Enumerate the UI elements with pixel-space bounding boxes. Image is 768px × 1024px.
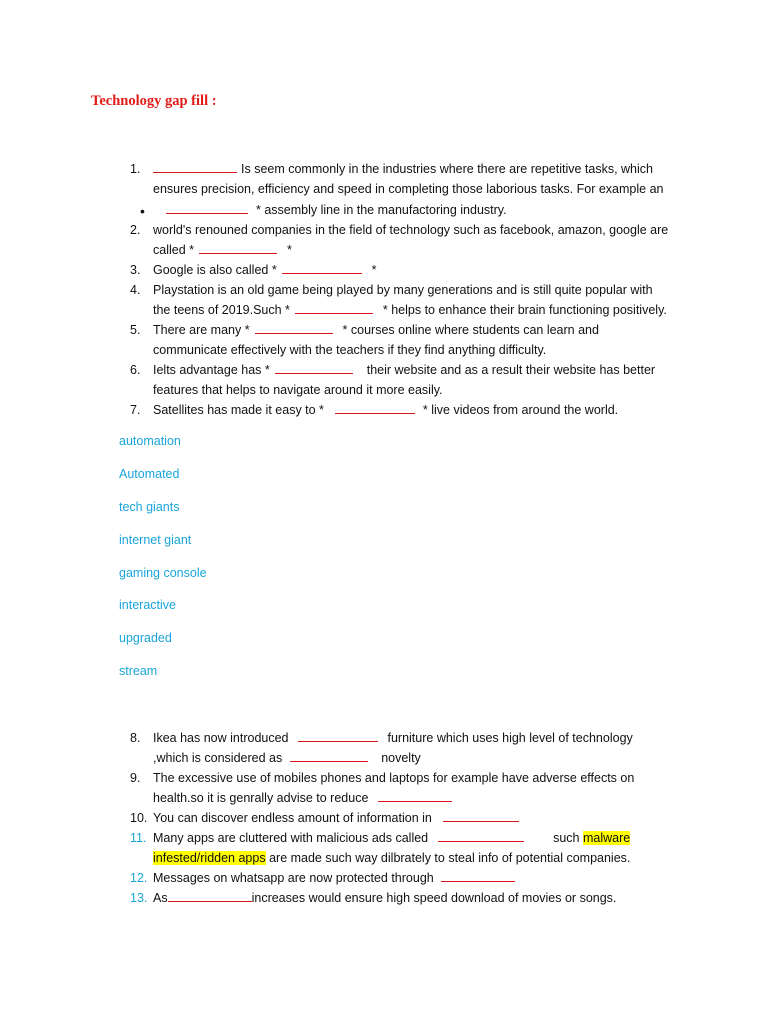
question-text: Messages on whatsapp are now protected through [153, 868, 713, 888]
question-text: You can discover endless amount of information in [153, 808, 713, 828]
question-text: There are many * * courses online where students can learn and communicate effectively with the teachers if they find anything difficulty. [153, 320, 713, 360]
answer-blank[interactable] [290, 748, 368, 762]
answer-blank[interactable] [255, 320, 333, 334]
answer-blank[interactable] [295, 300, 373, 314]
question-text: * assembly line in the manufactoring industry. [166, 200, 726, 220]
answer-blank[interactable] [199, 240, 277, 254]
answer-blank[interactable] [438, 828, 524, 842]
word-bank-item: internet giant [119, 533, 192, 547]
highlighted-text: infested/ridden apps [153, 851, 266, 865]
word-bank-item: Automated [119, 467, 180, 481]
document-page: Technology gap fill : 1. Is seem commonly in the industries where there are repetitive tasks, which ensures precision, efficiency and speed in completing those laborious tasks. For example an • * assembly line in the manufactoring industry. 2. world's renouned companies in the field of technology such as facebook, amazon, google are called * * 3. Google is also called * * 4. Playstation is an old game being played by many generations and is still quite popular with the teens of 2019.Such * * helps to enhance their brain functioning positively. 5. There are many * * courses online where students can learn and communicate effectively with the teachers if they find anything difficulty. 6. Ielts advantage has * their website and as a result their website has better features that helps to navigate around it more easily. 7. Satellites has made it easy to * * live videos from around the world. automation Automated tech giants internet giant gaming console interactive upgraded stream 8. Ikea has now introduced furniture which uses high level of technology ,which is considered as novelty 9. The excessive use of mobiles phones and laptops for example have adverse effects on health.so it is genrally advise to reduce 10. You can discover endless amount of information in 11. Many apps are cluttered with malicious ads called such malware infested/ridden apps are made such way dilbrately to steal info of potential companies. 12. Messages on whatsapp are now protected through 13. As increases would ensure high speed download of movies or songs. [0, 0, 768, 1024]
page-title: Technology gap fill : [91, 93, 217, 109]
question-text: Many apps are cluttered with malicious ads called such malware infested/ridden apps are made such way dilbrately to steal info of potential companies. [153, 828, 713, 868]
answer-blank[interactable] [298, 728, 378, 742]
question-text: Ikea has now introduced furniture which uses high level of technology ,which is considered as novelty [153, 728, 713, 768]
word-bank-item: interactive [119, 598, 176, 612]
word-bank-item: upgraded [119, 631, 172, 645]
answer-blank[interactable] [166, 200, 248, 214]
answer-blank[interactable] [441, 868, 515, 882]
answer-blank[interactable] [275, 360, 353, 374]
question-text: world's renouned companies in the field of technology such as facebook, amazon, google are called * * [153, 223, 669, 257]
bullet-marker: • [140, 203, 145, 219]
question-text: Playstation is an old game being played by many generations and is still quite popular with the teens of 2019.Such * * helps to enhance their brain functioning positively. [153, 283, 667, 317]
highlighted-text: malware [583, 831, 631, 845]
answer-blank[interactable] [153, 159, 237, 173]
answer-blank[interactable] [443, 808, 519, 822]
word-bank-item: tech giants [119, 500, 180, 514]
question-text: As increases would ensure high speed download of movies or songs. [153, 888, 713, 908]
question-text: Google is also called * * [153, 260, 713, 280]
word-bank-item: stream [119, 664, 158, 678]
question-text: Is seem commonly in the industries where there are repetitive tasks, which ensures precision, efficiency and speed in completing those laborious tasks. For example an [153, 159, 713, 199]
word-bank-item: gaming console [119, 566, 207, 580]
question-number: 1. [130, 162, 141, 176]
question-text: Satellites has made it easy to * * live videos from around the world. [153, 400, 713, 420]
answer-blank[interactable] [378, 788, 452, 802]
answer-blank[interactable] [335, 400, 415, 414]
question-text: Ielts advantage has * their website and as a result their website has better features that helps to navigate around it more easily. [153, 360, 713, 400]
word-bank-item: automation [119, 434, 181, 448]
question-text: The excessive use of mobiles phones and laptops for example have adverse effects on health.so it is genrally advise to reduce [153, 771, 635, 805]
answer-blank[interactable] [168, 888, 252, 902]
answer-blank[interactable] [282, 260, 362, 274]
